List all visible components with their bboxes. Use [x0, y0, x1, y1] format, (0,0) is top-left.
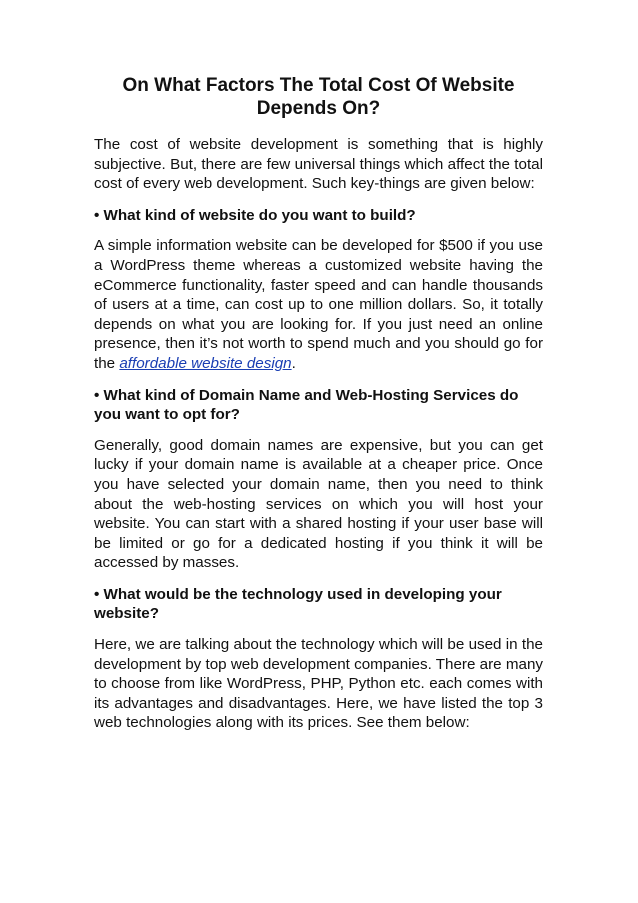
section-body-technology: Here, we are talking about the technology which will be used in the development by top web development companies. There are many to choose from like WordPress, PHP, Python etc. each comes with its advantages and disadvantages. Here, we have listed the top 3 web technologies along with its prices. See them below:	[94, 636, 543, 732]
body-text-before-link: A simple information website can be developed for $500 if you use a WordPress theme whereas a customized website having the eCommerce functionality, faster speed and can handle thousands of users at a time, can cost up to one million dollars. So, it totally depends on what you are looking for. If you just need an online presence, then it’s not worth to spend much and you should go for the	[94, 237, 543, 372]
section-heading-technology: • What would be the technology used in developing your website?	[94, 585, 502, 623]
section-body-domain-hosting: Generally, good domain names are expensive, but you can get lucky if your domain name is available at a cheaper price. Once you have selected your domain name, then you need to think about the web-hosting services on which you will host your website. You can start with a shared hosting if your user base will be limited or go for a dedicated hosting if you think it will be accessed by masses.	[94, 436, 543, 572]
section-body-website-kind	[94, 236, 543, 373]
document-page	[94, 74, 543, 745]
body-text-after-link: .	[291, 354, 296, 372]
section-heading-website-kind: • What kind of website do you want to build?	[94, 206, 416, 224]
section-heading-domain-hosting: • What kind of Domain Name and Web-Hosting Services do you want to opt for?	[94, 386, 519, 424]
intro-paragraph: The cost of website development is something that is highly subjective. But, there are few universal things which affect the total cost of every web development. Such key-things are given below:	[94, 136, 543, 193]
affordable-website-design-link[interactable]: affordable website design	[119, 354, 292, 372]
page-title: On What Factors The Total Cost Of Website Depends On?	[122, 75, 515, 119]
